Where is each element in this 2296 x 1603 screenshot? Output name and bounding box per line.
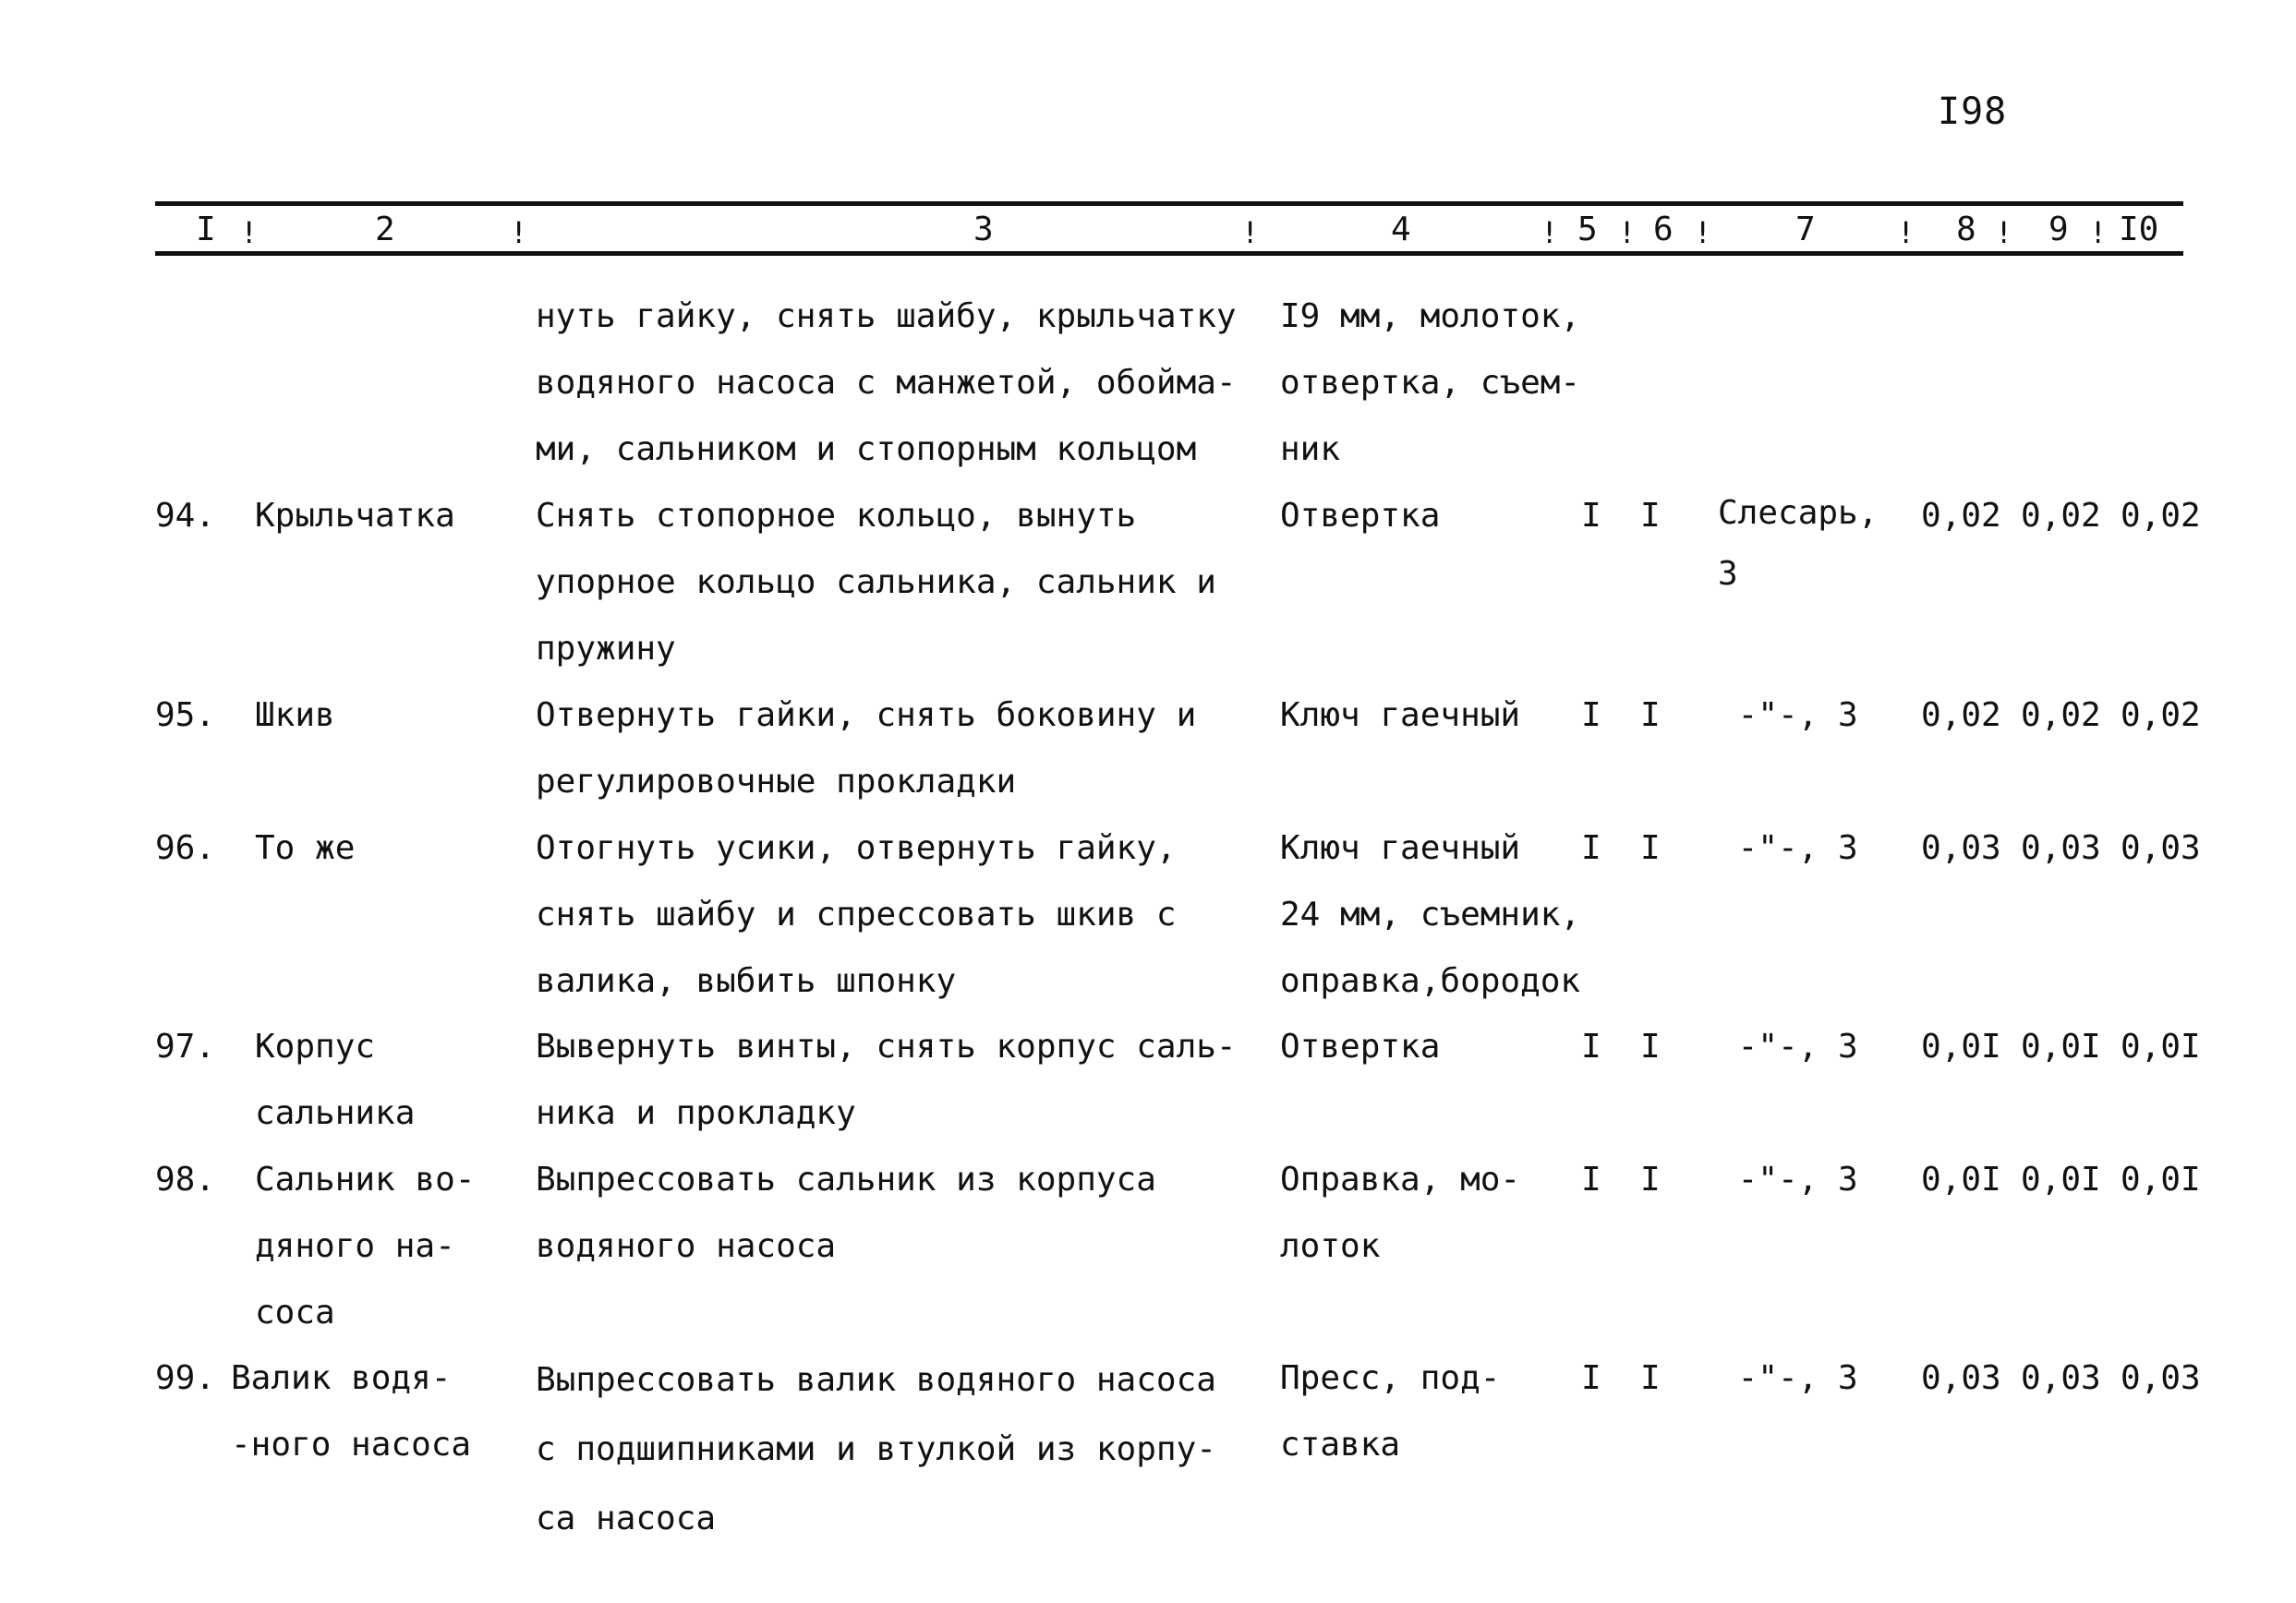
worker-text: -"-, 3 bbox=[1718, 1161, 1858, 1199]
part-name: Сальник во- дяного на- соса bbox=[255, 1161, 476, 1332]
operation-text: Снять стопорное кольцо, вынуть упорное кольцо сальника, сальник и пружину bbox=[536, 497, 1216, 668]
part-name: Крыльчатка bbox=[255, 497, 455, 535]
col6-value: I bbox=[1640, 1359, 1661, 1397]
tool-text: Оправка, мо- лоток bbox=[1280, 1161, 1521, 1265]
part-name: То же bbox=[255, 829, 356, 867]
row-number: 94. bbox=[155, 497, 216, 535]
tool-text: Ключ гаечный 24 мм, съемник, оправка,бородок bbox=[1280, 829, 1581, 1000]
worker-text: -"-, 3 bbox=[1718, 1028, 1858, 1066]
col9-value: 0,03 bbox=[2021, 1359, 2101, 1397]
header-col-4: 4 bbox=[1391, 211, 1411, 248]
col6-value: I bbox=[1640, 1028, 1661, 1066]
col8-value: 0,03 bbox=[1921, 829, 2001, 867]
col5-value: I bbox=[1581, 497, 1601, 535]
col8-value: 0,0I bbox=[1921, 1161, 2001, 1199]
col8-value: 0,02 bbox=[1921, 696, 2001, 734]
header-sep-1: ! bbox=[240, 215, 259, 250]
operation-text: Отвернуть гайки, снять боковину и регулировочные прокладки bbox=[536, 696, 1197, 801]
header-sep-2: ! bbox=[510, 215, 528, 250]
header-sep-7: ! bbox=[1897, 215, 1915, 250]
tool-text: Ключ гаечный bbox=[1280, 696, 1521, 734]
col9-value: 0,02 bbox=[2021, 497, 2101, 535]
part-name: Корпус сальника bbox=[255, 1028, 416, 1132]
tool-text: Пресс, под- ставка bbox=[1280, 1359, 1501, 1464]
header-sep-5: ! bbox=[1618, 215, 1637, 250]
part-name: Шкив bbox=[255, 696, 335, 734]
col5-value: I bbox=[1581, 696, 1601, 734]
continuation-operation: нуть гайку, снять шайбу, крыльчатку водяного насоса с манжетой, обойма- ми, сальником и стопорным кольцом bbox=[536, 297, 1237, 468]
col5-value: I bbox=[1581, 1161, 1601, 1199]
header-col-5: 5 bbox=[1577, 211, 1598, 248]
header-sep-6: ! bbox=[1694, 215, 1712, 250]
page-number: I98 bbox=[1938, 90, 2008, 133]
col6-value: I bbox=[1640, 1161, 1661, 1199]
header-col-10: I0 bbox=[2119, 211, 2159, 248]
col8-value: 0,02 bbox=[1921, 497, 2001, 535]
col9-value: 0,03 bbox=[2021, 829, 2101, 867]
header-col-1: I bbox=[196, 211, 216, 248]
row-number: 99. bbox=[155, 1359, 216, 1397]
worker-text: -"-, 3 bbox=[1718, 1359, 1858, 1397]
header-col-8: 8 bbox=[1956, 211, 1976, 248]
col10-value: 0,0I bbox=[2121, 1161, 2201, 1199]
header-col-3: 3 bbox=[973, 211, 994, 248]
operation-text: Отогнуть усики, отвернуть гайку, снять шайбу и спрессовать шкив с валика, выбить шпонку bbox=[536, 829, 1177, 1000]
header-sep-9: ! bbox=[2089, 215, 2108, 250]
table-top-rule bbox=[155, 201, 2183, 206]
col10-value: 0,03 bbox=[2121, 829, 2201, 867]
col8-value: 0,03 bbox=[1921, 1359, 2001, 1397]
operation-text: Выпрессовать сальник из корпуса водяного насоса bbox=[536, 1161, 1156, 1265]
header-sep-4: ! bbox=[1541, 215, 1559, 250]
header-sep-3: ! bbox=[1241, 215, 1260, 250]
col9-value: 0,0I bbox=[2021, 1161, 2101, 1199]
header-col-6: 6 bbox=[1653, 211, 1674, 248]
worker-text: -"-, 3 bbox=[1718, 829, 1858, 867]
continuation-tool: I9 мм, молоток, отвертка, съем- ник bbox=[1280, 297, 1581, 468]
worker-text: Слесарь, 3 bbox=[1718, 494, 1879, 593]
col8-value: 0,0I bbox=[1921, 1028, 2001, 1066]
col10-value: 0,0I bbox=[2121, 1028, 2201, 1066]
col6-value: I bbox=[1640, 829, 1661, 867]
header-col-7: 7 bbox=[1795, 211, 1816, 248]
operation-text: Вывернуть винты, снять корпус саль- ника и прокладку bbox=[536, 1028, 1237, 1132]
col10-value: 0,02 bbox=[2121, 497, 2201, 535]
header-col-9: 9 bbox=[2048, 211, 2069, 248]
col5-value: I bbox=[1581, 1028, 1601, 1066]
col9-value: 0,02 bbox=[2021, 696, 2101, 734]
col6-value: I bbox=[1640, 497, 1661, 535]
row-number: 96. bbox=[155, 829, 216, 867]
header-col-2: 2 bbox=[375, 211, 395, 248]
operation-text: Выпрессовать валик водяного насоса с подшипниками и втулкой из корпу- са насоса bbox=[536, 1361, 1216, 1537]
col10-value: 0,02 bbox=[2121, 696, 2201, 734]
col9-value: 0,0I bbox=[2021, 1028, 2101, 1066]
tool-text: Отвертка bbox=[1280, 497, 1441, 535]
row-number: 95. bbox=[155, 696, 216, 734]
row-number: 97. bbox=[155, 1028, 216, 1066]
col5-value: I bbox=[1581, 829, 1601, 867]
table-header-rule bbox=[155, 251, 2183, 256]
col6-value: I bbox=[1640, 696, 1661, 734]
worker-text: -"-, 3 bbox=[1718, 696, 1858, 734]
row-number: 98. bbox=[155, 1161, 216, 1199]
header-sep-8: ! bbox=[1995, 215, 2013, 250]
tool-text: Отвертка bbox=[1280, 1028, 1441, 1066]
col5-value: I bbox=[1581, 1359, 1601, 1397]
part-name: Валик водя- -ного насоса bbox=[231, 1359, 472, 1464]
col10-value: 0,03 bbox=[2121, 1359, 2201, 1397]
